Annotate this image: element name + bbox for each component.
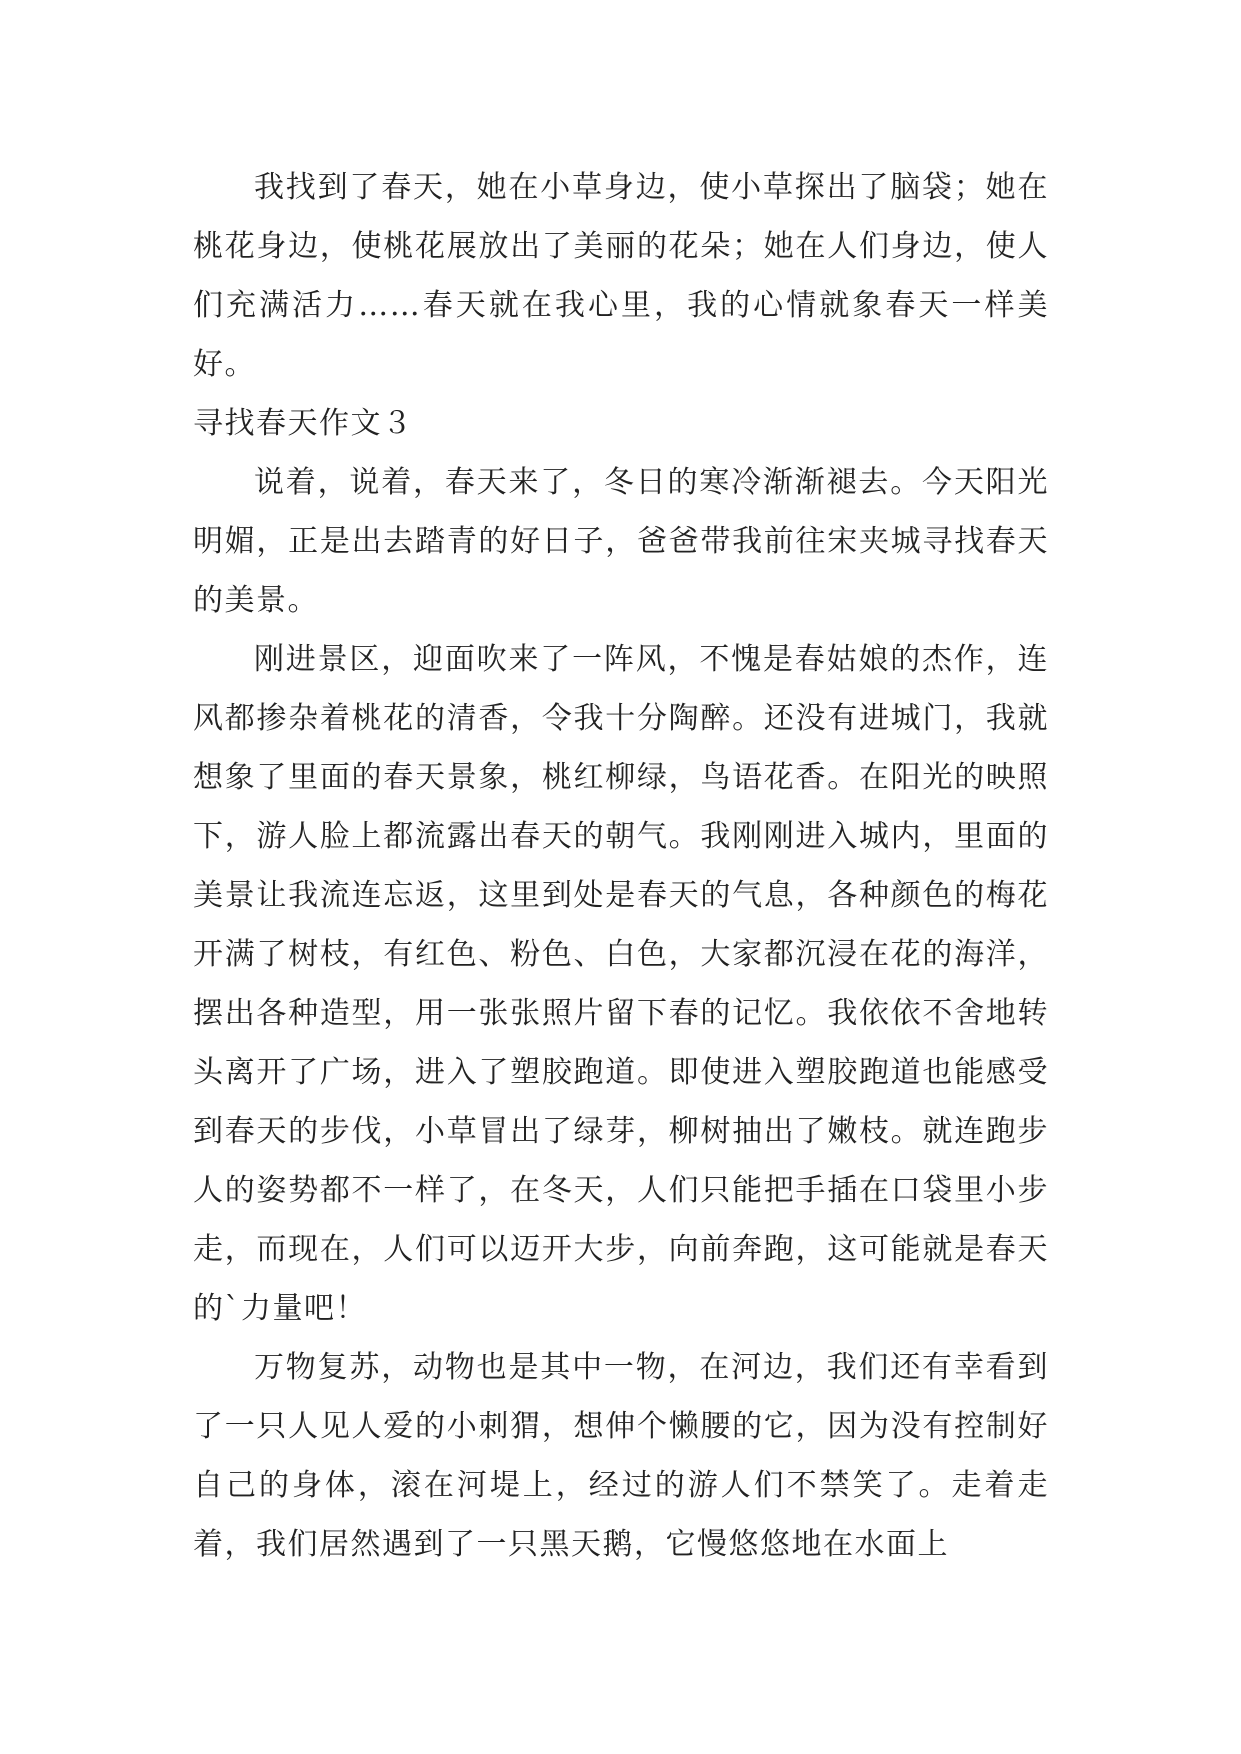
section-heading: 寻找春天作文３ <box>193 406 414 441</box>
paragraph: 刚进景区，迎面吹来了一阵风，不愧是春姑娘的杰作，连风都掺杂着桃花的清香，令我十分陶醉。还没有进城门，我就想象了里面的春天景象，桃红柳绿，鸟语花香。在阳光的映照下，游人脸上都流露出春天的朝气。我刚刚进入城内，里面的美景让我流连忘返，这里到处是春天的气息，各种颜色的梅花开满了树枝，有红色、粉色、白色，大家都沉浸在花的海洋，摆出各种造型，用一张张照片留下春的记忆。我依依不舍地转头离开了广场，进入了塑胶跑道。即使进入塑胶跑道也能感受到春天的步伐，小草冒出了绿芽，柳树抽出了嫩枝。就连跑步人的姿势都不一样了，在冬天，人们只能把手插在口袋里小步走，而现在，人们可以迈开大步，向前奔跑，这可能就是春天的`力量吧！ <box>193 642 1049 1326</box>
paragraph: 说着，说着，春天来了，冬日的寒冷渐渐褪去。今天阳光明媚，正是出去踏青的好日子，爸爸带我前往宋夹城寻找春天的美景。 <box>193 465 1049 618</box>
document-body <box>193 158 1049 1574</box>
paragraph: 我找到了春天，她在小草身边，使小草探出了脑袋；她在桃花身边，使桃花展放出了美丽的花朵；她在人们身边，使人们充满活力……春天就在我心里，我的心情就象春天一样美好。 <box>193 170 1049 382</box>
paragraph: 万物复苏，动物也是其中一物，在河边，我们还有幸看到了一只人见人爱的小刺猬，想伸个懒腰的它，因为没有控制好自己的身体，滚在河堤上，经过的游人们不禁笑了。走着走着，我们居然遇到了一只黑天鹅，它慢悠悠地在水面上 <box>193 1350 1049 1562</box>
